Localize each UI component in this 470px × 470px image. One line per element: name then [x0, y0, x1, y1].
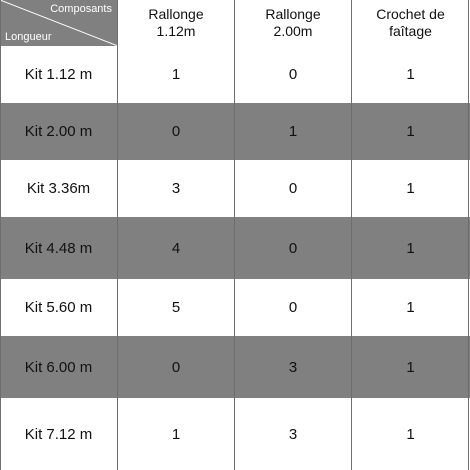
row-label: Kit 4.48 m	[0, 217, 118, 279]
table-cell: 1	[118, 46, 235, 103]
table-cell: 0	[235, 46, 352, 103]
table-cell: 1	[406, 180, 415, 197]
table-cell: 1	[406, 299, 415, 316]
column-header-rallonge-200: Rallonge 2.00m	[235, 0, 352, 46]
table-cell: 3	[235, 398, 352, 470]
table-cell: 0	[235, 217, 352, 279]
row-label: Kit 1.12 m	[0, 46, 118, 103]
table-cell: 0	[118, 103, 235, 160]
row-label: Kit 6.00 m	[0, 336, 118, 398]
table-cell: 1	[118, 398, 235, 470]
row-label: Kit 3.36m	[0, 160, 118, 217]
table-cell: 4	[118, 217, 235, 279]
table-cell: 3	[235, 336, 352, 398]
column-header-rallonge-112: Rallonge 1.12m	[118, 0, 235, 46]
table-cell: 1	[406, 239, 415, 257]
row-label: Kit 2.00 m	[0, 103, 118, 160]
table-cell: 1	[406, 358, 415, 376]
table-cell: 3	[118, 160, 235, 217]
table-cell: 0	[235, 160, 352, 217]
table-cell: 0	[235, 279, 352, 336]
table-cell: 1	[406, 123, 415, 140]
row-label: Kit 7.12 m	[0, 398, 118, 470]
table-cell: 1	[235, 103, 352, 160]
table-cell: 0	[118, 336, 235, 398]
row-label: Kit 5.60 m	[0, 279, 118, 336]
table-cell: 5	[118, 279, 235, 336]
column-header-crochet-faitage: Crochet de faîtage	[376, 6, 445, 39]
table-cell: 1	[406, 425, 415, 443]
table-cell: 1	[406, 66, 415, 83]
corner-length-label: Longueur	[5, 31, 52, 43]
corner-components-label: Composants	[50, 3, 112, 15]
